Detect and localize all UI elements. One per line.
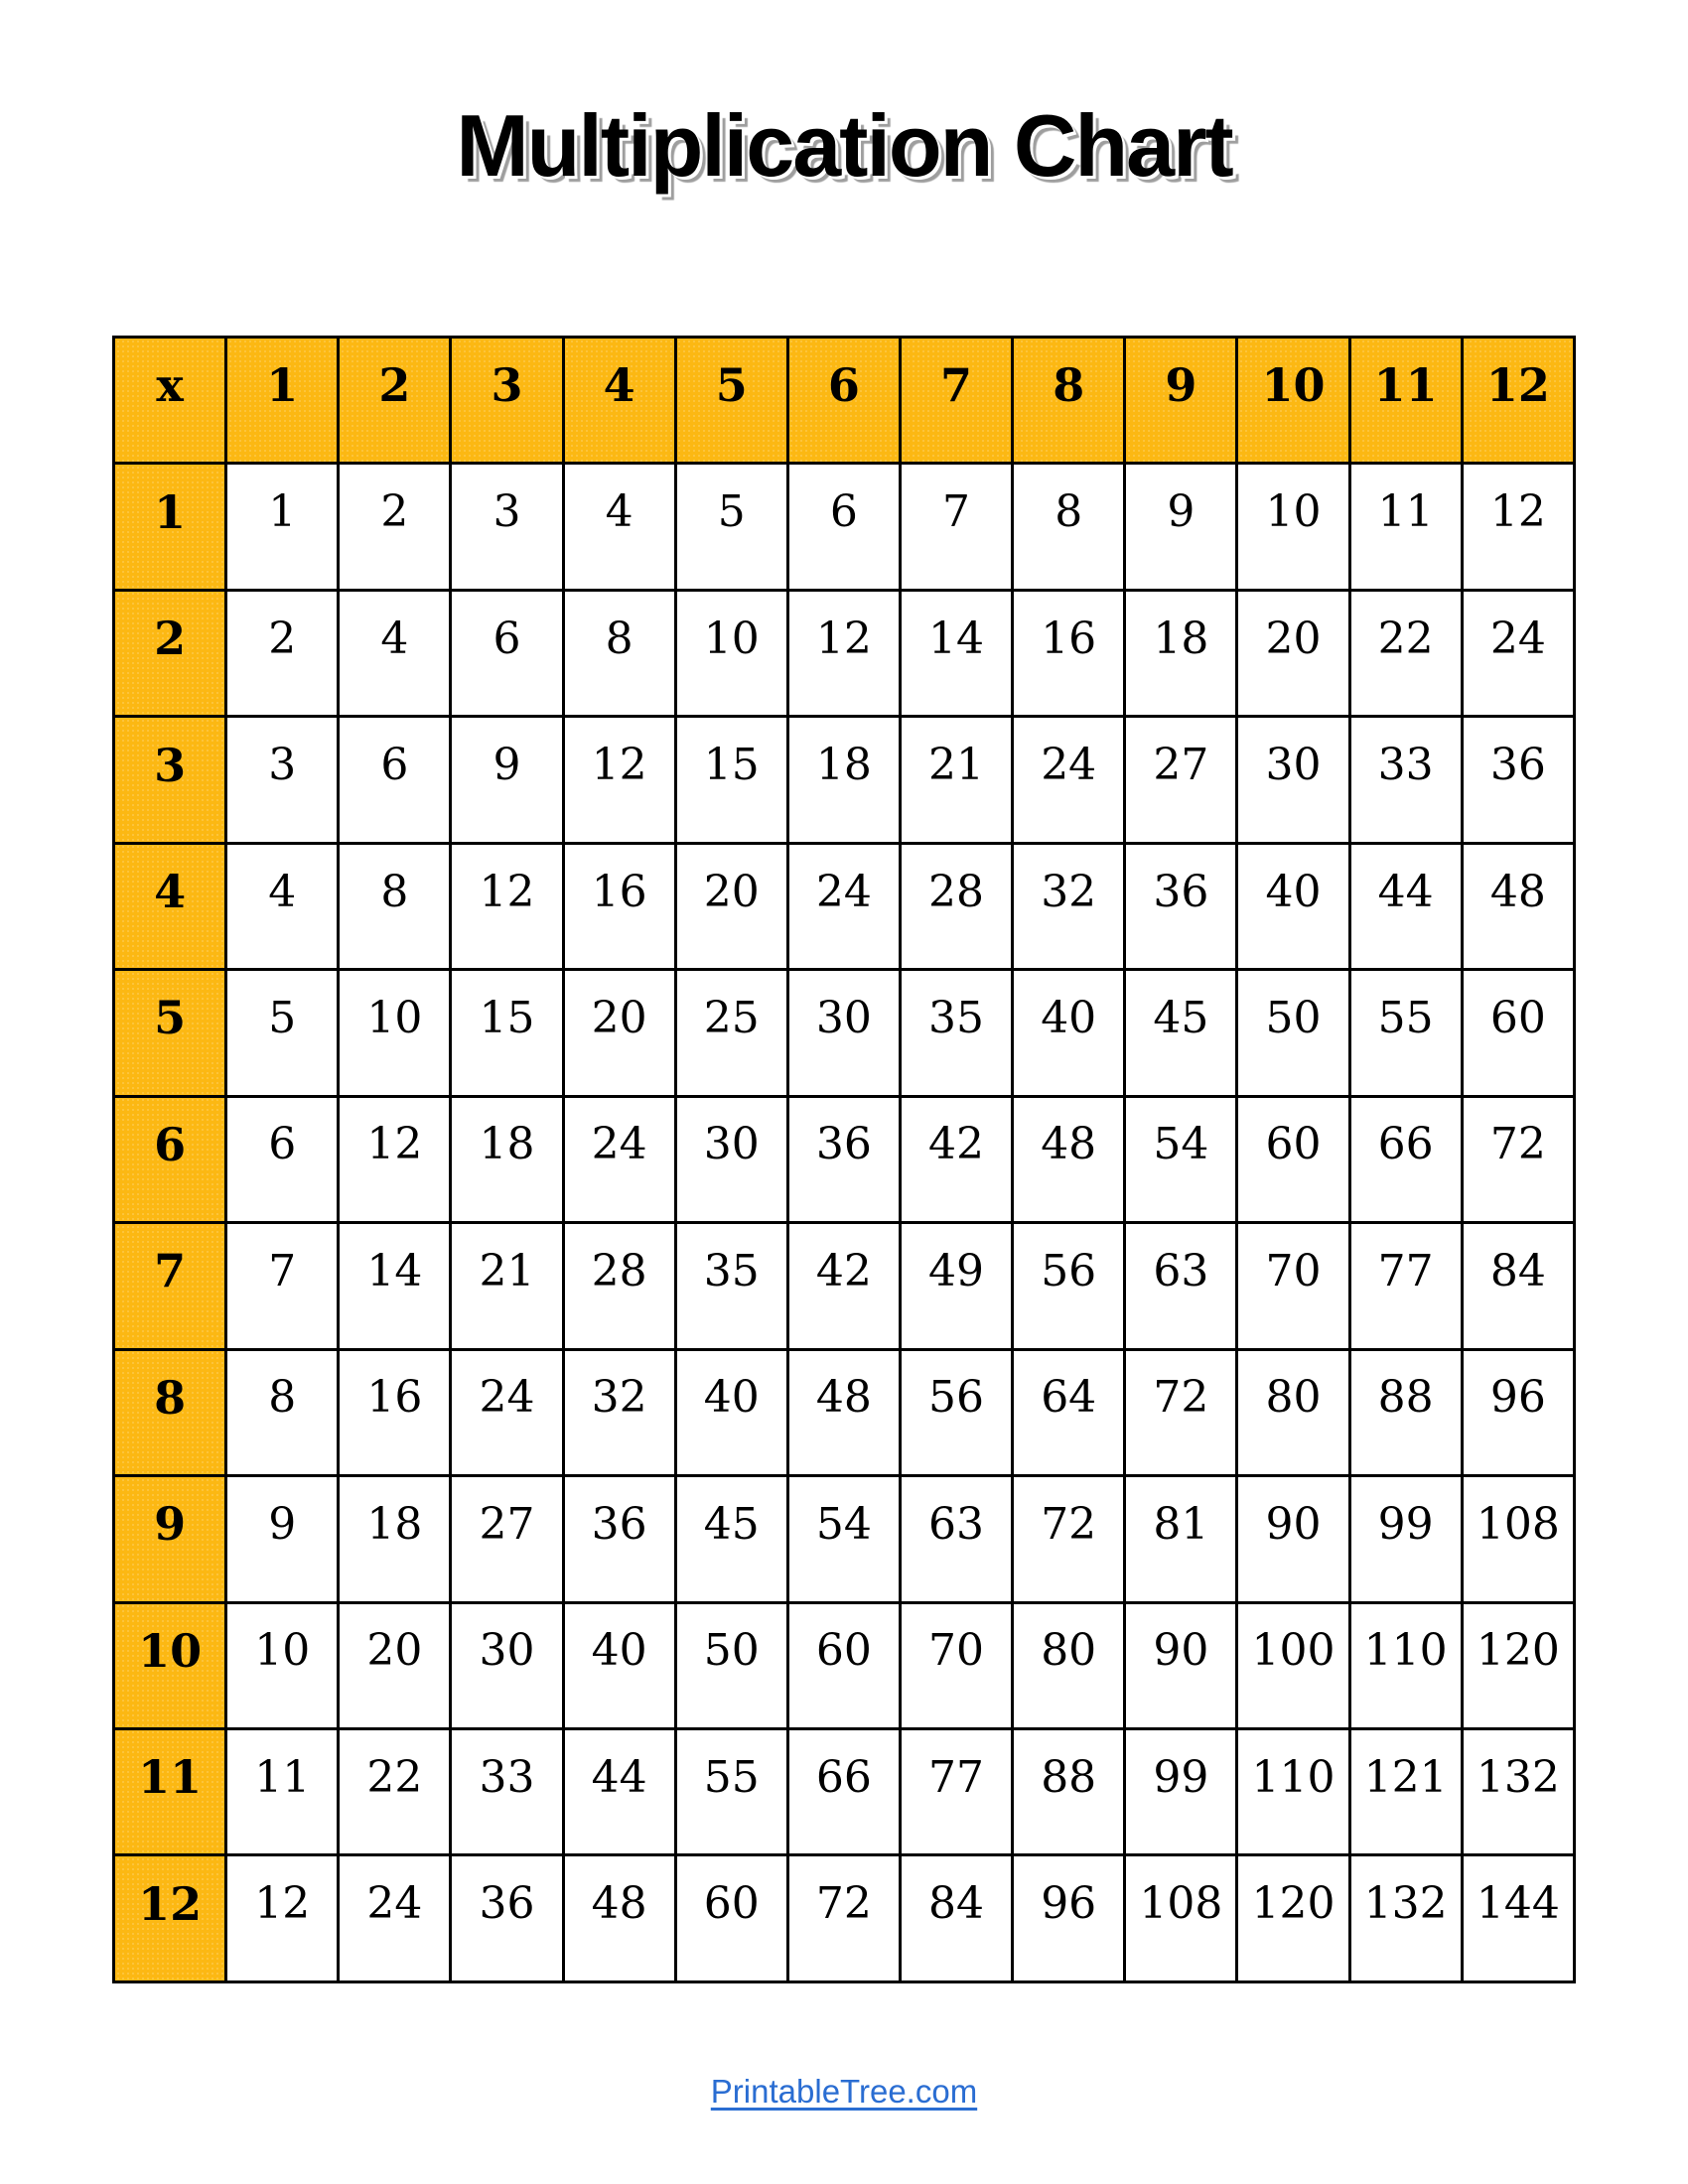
product-cell: 99: [1125, 1728, 1237, 1854]
product-cell: 81: [1125, 1476, 1237, 1602]
col-header-cell: 9: [1125, 338, 1237, 464]
product-cell: 18: [339, 1476, 451, 1602]
table-row: [114, 1855, 1575, 1982]
product-cell: 48: [1462, 843, 1574, 969]
product-cell: 70: [900, 1602, 1012, 1728]
product-cell: 40: [1237, 843, 1349, 969]
product-cell: 30: [787, 970, 900, 1096]
product-cell: 16: [339, 1349, 451, 1475]
product-cell: 11: [1349, 464, 1462, 590]
row-header-cell: 7: [114, 1223, 226, 1349]
product-cell: 60: [1462, 970, 1574, 1096]
product-cell: 48: [1013, 1096, 1125, 1222]
product-cell: 50: [675, 1602, 787, 1728]
product-cell: 33: [1349, 717, 1462, 843]
table-row: [114, 843, 1575, 969]
product-cell: 6: [787, 464, 900, 590]
product-cell: 24: [1013, 717, 1125, 843]
product-cell: 35: [900, 970, 1012, 1096]
col-header-cell: 5: [675, 338, 787, 464]
table-row: [114, 1096, 1575, 1222]
product-cell: 144: [1462, 1855, 1574, 1982]
col-header-cell: 3: [451, 338, 563, 464]
product-cell: 6: [226, 1096, 339, 1222]
product-cell: 45: [1125, 970, 1237, 1096]
product-cell: 110: [1349, 1602, 1462, 1728]
col-header-cell: 10: [1237, 338, 1349, 464]
col-header-cell: 12: [1462, 338, 1574, 464]
table-row: [114, 1728, 1575, 1854]
product-cell: 16: [1013, 590, 1125, 716]
product-cell: 9: [1125, 464, 1237, 590]
product-cell: 66: [1349, 1096, 1462, 1222]
product-cell: 22: [339, 1728, 451, 1854]
product-cell: 27: [1125, 717, 1237, 843]
product-cell: 33: [451, 1728, 563, 1854]
col-header-cell: 7: [900, 338, 1012, 464]
product-cell: 36: [451, 1855, 563, 1982]
product-cell: 30: [675, 1096, 787, 1222]
product-cell: 64: [1013, 1349, 1125, 1475]
product-cell: 100: [1237, 1602, 1349, 1728]
product-cell: 54: [1125, 1096, 1237, 1222]
product-cell: 40: [1013, 970, 1125, 1096]
product-cell: 40: [563, 1602, 675, 1728]
col-header-cell: 11: [1349, 338, 1462, 464]
product-cell: 15: [451, 970, 563, 1096]
row-header-cell: 11: [114, 1728, 226, 1854]
product-cell: 24: [1462, 590, 1574, 716]
product-cell: 14: [339, 1223, 451, 1349]
product-cell: 24: [787, 843, 900, 969]
product-cell: 77: [900, 1728, 1012, 1854]
product-cell: 7: [900, 464, 1012, 590]
row-header-cell: 10: [114, 1602, 226, 1728]
product-cell: 49: [900, 1223, 1012, 1349]
product-cell: 44: [563, 1728, 675, 1854]
product-cell: 120: [1462, 1602, 1574, 1728]
product-cell: 72: [1125, 1349, 1237, 1475]
product-cell: 10: [675, 590, 787, 716]
product-cell: 30: [451, 1602, 563, 1728]
product-cell: 36: [787, 1096, 900, 1222]
product-cell: 5: [226, 970, 339, 1096]
product-cell: 48: [787, 1349, 900, 1475]
row-header-cell: 5: [114, 970, 226, 1096]
product-cell: 90: [1237, 1476, 1349, 1602]
product-cell: 132: [1349, 1855, 1462, 1982]
product-cell: 3: [451, 464, 563, 590]
product-cell: 9: [226, 1476, 339, 1602]
product-cell: 18: [787, 717, 900, 843]
product-cell: 20: [563, 970, 675, 1096]
product-cell: 120: [1237, 1855, 1349, 1982]
product-cell: 44: [1349, 843, 1462, 969]
product-cell: 14: [900, 590, 1012, 716]
product-cell: 30: [1237, 717, 1349, 843]
row-header-cell: 3: [114, 717, 226, 843]
product-cell: 21: [451, 1223, 563, 1349]
product-cell: 63: [1125, 1223, 1237, 1349]
table-row: [114, 1223, 1575, 1349]
product-cell: 25: [675, 970, 787, 1096]
table-row: [114, 1349, 1575, 1475]
product-cell: 1: [226, 464, 339, 590]
product-cell: 3: [226, 717, 339, 843]
product-cell: 18: [1125, 590, 1237, 716]
table-row: [114, 970, 1575, 1096]
col-header-cell: 4: [563, 338, 675, 464]
product-cell: 60: [1237, 1096, 1349, 1222]
product-cell: 18: [451, 1096, 563, 1222]
product-cell: 8: [339, 843, 451, 969]
row-header-cell: 12: [114, 1855, 226, 1982]
product-cell: 7: [226, 1223, 339, 1349]
product-cell: 90: [1125, 1602, 1237, 1728]
col-header-cell: 6: [787, 338, 900, 464]
product-cell: 55: [1349, 970, 1462, 1096]
product-cell: 66: [787, 1728, 900, 1854]
product-cell: 20: [339, 1602, 451, 1728]
product-cell: 8: [563, 590, 675, 716]
product-cell: 55: [675, 1728, 787, 1854]
product-cell: 9: [451, 717, 563, 843]
page-footer: [0, 2073, 1688, 2111]
product-cell: 4: [563, 464, 675, 590]
multiplication-table-body: [114, 338, 1575, 1982]
row-header-cell: 9: [114, 1476, 226, 1602]
product-cell: 2: [339, 464, 451, 590]
product-cell: 12: [1462, 464, 1574, 590]
row-header-cell: 1: [114, 464, 226, 590]
product-cell: 10: [1237, 464, 1349, 590]
corner-cell: x: [114, 338, 226, 464]
product-cell: 63: [900, 1476, 1012, 1602]
product-cell: 4: [339, 590, 451, 716]
product-cell: 60: [675, 1855, 787, 1982]
product-cell: 77: [1349, 1223, 1462, 1349]
product-cell: 24: [563, 1096, 675, 1222]
table-header-row: [114, 338, 1575, 464]
page-title: Multiplication Chart: [456, 96, 1232, 195]
col-header-cell: 1: [226, 338, 339, 464]
product-cell: 16: [563, 843, 675, 969]
product-cell: 5: [675, 464, 787, 590]
col-header-cell: 8: [1013, 338, 1125, 464]
product-cell: 110: [1237, 1728, 1349, 1854]
table-row: [114, 1602, 1575, 1728]
col-header-cell: 2: [339, 338, 451, 464]
product-cell: 21: [900, 717, 1012, 843]
product-cell: 48: [563, 1855, 675, 1982]
product-cell: 88: [1349, 1349, 1462, 1475]
product-cell: 84: [900, 1855, 1012, 1982]
product-cell: 8: [1013, 464, 1125, 590]
product-cell: 10: [226, 1602, 339, 1728]
product-cell: 80: [1237, 1349, 1349, 1475]
product-cell: 84: [1462, 1223, 1574, 1349]
product-cell: 42: [900, 1096, 1012, 1222]
product-cell: 12: [339, 1096, 451, 1222]
table-row: [114, 464, 1575, 590]
footer-site-link[interactable]: PrintableTree.com: [710, 2073, 978, 2110]
product-cell: 54: [787, 1476, 900, 1602]
product-cell: 99: [1349, 1476, 1462, 1602]
product-cell: 40: [675, 1349, 787, 1475]
product-cell: 28: [900, 843, 1012, 969]
product-cell: 20: [1237, 590, 1349, 716]
product-cell: 11: [226, 1728, 339, 1854]
product-cell: 108: [1125, 1855, 1237, 1982]
product-cell: 70: [1237, 1223, 1349, 1349]
product-cell: 24: [451, 1349, 563, 1475]
product-cell: 50: [1237, 970, 1349, 1096]
multiplication-table: [112, 336, 1576, 1983]
product-cell: 121: [1349, 1728, 1462, 1854]
product-cell: 56: [900, 1349, 1012, 1475]
product-cell: 96: [1462, 1349, 1574, 1475]
product-cell: 32: [563, 1349, 675, 1475]
product-cell: 2: [226, 590, 339, 716]
product-cell: 22: [1349, 590, 1462, 716]
product-cell: 45: [675, 1476, 787, 1602]
product-cell: 108: [1462, 1476, 1574, 1602]
product-cell: 10: [339, 970, 451, 1096]
product-cell: 4: [226, 843, 339, 969]
product-cell: 28: [563, 1223, 675, 1349]
product-cell: 20: [675, 843, 787, 969]
product-cell: 35: [675, 1223, 787, 1349]
product-cell: 12: [563, 717, 675, 843]
table-row: [114, 717, 1575, 843]
product-cell: 72: [1462, 1096, 1574, 1222]
product-cell: 27: [451, 1476, 563, 1602]
product-cell: 132: [1462, 1728, 1574, 1854]
product-cell: 6: [451, 590, 563, 716]
row-header-cell: 8: [114, 1349, 226, 1475]
row-header-cell: 4: [114, 843, 226, 969]
product-cell: 80: [1013, 1602, 1125, 1728]
product-cell: 32: [1013, 843, 1125, 969]
product-cell: 42: [787, 1223, 900, 1349]
row-header-cell: 6: [114, 1096, 226, 1222]
product-cell: 56: [1013, 1223, 1125, 1349]
product-cell: 15: [675, 717, 787, 843]
product-cell: 36: [1462, 717, 1574, 843]
product-cell: 88: [1013, 1728, 1125, 1854]
product-cell: 72: [1013, 1476, 1125, 1602]
product-cell: 6: [339, 717, 451, 843]
table-row: [114, 1476, 1575, 1602]
table-row: [114, 590, 1575, 716]
product-cell: 12: [787, 590, 900, 716]
product-cell: 24: [339, 1855, 451, 1982]
product-cell: 36: [1125, 843, 1237, 969]
row-header-cell: 2: [114, 590, 226, 716]
product-cell: 12: [226, 1855, 339, 1982]
product-cell: 96: [1013, 1855, 1125, 1982]
product-cell: 8: [226, 1349, 339, 1475]
product-cell: 72: [787, 1855, 900, 1982]
product-cell: 60: [787, 1602, 900, 1728]
product-cell: 12: [451, 843, 563, 969]
product-cell: 36: [563, 1476, 675, 1602]
